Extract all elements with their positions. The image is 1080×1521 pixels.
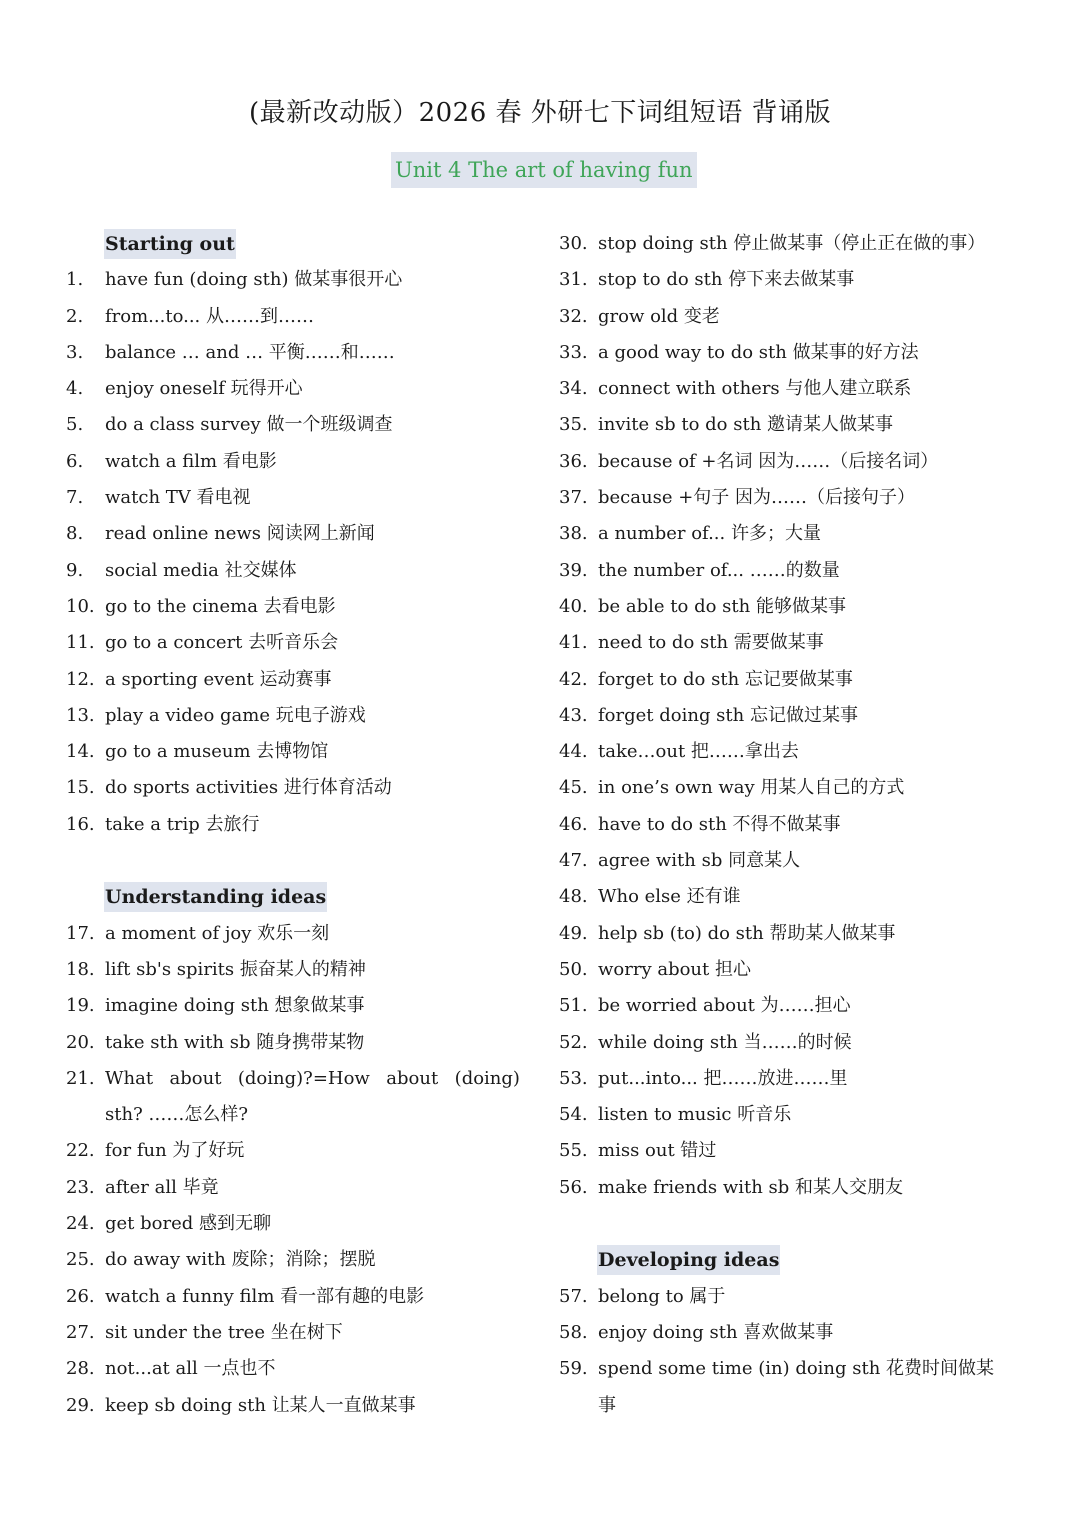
item-text: stop doing sth 停止做某事（停止正在做的事） xyxy=(598,233,986,254)
phrase-item xyxy=(60,1279,530,1315)
item-text-continuation: sth? ……怎么样? xyxy=(105,1104,249,1126)
phrase-item xyxy=(60,916,530,952)
item-number: 2. xyxy=(66,305,84,327)
item-text: for fun 为了好玩 xyxy=(105,1140,245,1162)
item-text: take a trip 去旅行 xyxy=(105,813,260,835)
phrase-item xyxy=(553,625,1023,661)
item-number: 20. xyxy=(66,1031,95,1053)
item-text xyxy=(105,1061,520,1097)
phrase-item xyxy=(553,734,1023,770)
phrase-item xyxy=(60,516,530,552)
phrase-item xyxy=(60,335,530,371)
item-number: 30. xyxy=(559,233,588,254)
phrase-item xyxy=(553,879,1023,915)
item-text: help sb (to) do sth 帮助某人做某事 xyxy=(598,922,896,944)
item-number: 31. xyxy=(559,269,588,291)
item-number: 55. xyxy=(559,1140,588,1162)
item-number: 58. xyxy=(559,1321,588,1343)
phrase-item xyxy=(60,662,530,698)
item-word: What xyxy=(105,1067,154,1089)
item-number: 43. xyxy=(559,704,588,726)
phrase-item xyxy=(553,480,1023,516)
item-text: a good way to do sth 做某事的好方法 xyxy=(598,341,919,363)
item-number: 44. xyxy=(559,741,588,763)
item-text: connect with others 与他人建立联系 xyxy=(598,378,912,400)
item-text-continuation: 事 xyxy=(598,1394,616,1416)
phrase-item xyxy=(553,916,1023,952)
item-text: agree with sb 同意某人 xyxy=(598,850,801,872)
phrase-item xyxy=(553,335,1023,371)
spacer xyxy=(553,1206,1023,1242)
item-text: listen to music 听音乐 xyxy=(598,1104,792,1126)
item-word: (doing)?=How xyxy=(237,1067,370,1089)
item-number: 57. xyxy=(559,1285,588,1307)
phrase-item xyxy=(553,662,1023,698)
phrase-item xyxy=(60,1206,530,1242)
phrase-item xyxy=(60,1170,530,1206)
item-text: forget doing sth 忘记做过某事 xyxy=(598,704,858,726)
item-number: 41. xyxy=(559,632,588,654)
phrase-item xyxy=(60,1388,530,1424)
item-text: from...to... 从……到…… xyxy=(105,305,314,327)
item-number: 15. xyxy=(66,777,95,799)
item-number: 42. xyxy=(559,668,588,690)
item-text: because of +名词 因为……（后接名词） xyxy=(598,450,939,472)
item-number: 3. xyxy=(66,341,84,363)
item-text: miss out 错过 xyxy=(598,1140,717,1162)
item-text: lift sb's spirits 振奋某人的精神 xyxy=(105,958,366,980)
section-heading-row xyxy=(60,879,530,915)
section-heading: Understanding ideas xyxy=(104,882,327,912)
phrase-item xyxy=(60,1061,530,1097)
item-number: 53. xyxy=(559,1067,588,1089)
item-number: 38. xyxy=(559,523,588,545)
item-text: enjoy oneself 玩得开心 xyxy=(105,378,303,400)
phrase-item-continuation xyxy=(60,1097,530,1133)
item-number: 1. xyxy=(66,269,84,291)
phrase-item xyxy=(553,1061,1023,1097)
right-column xyxy=(553,226,1023,1424)
item-text: take sth with sb 随身携带某物 xyxy=(105,1031,365,1053)
phrase-item xyxy=(60,589,530,625)
phrase-item xyxy=(60,1133,530,1169)
item-number: 4. xyxy=(66,378,84,400)
item-number: 50. xyxy=(559,958,588,980)
item-number: 54. xyxy=(559,1104,588,1126)
phrase-item xyxy=(553,407,1023,443)
item-text: do a class survey 做一个班级调查 xyxy=(105,414,393,436)
item-text: sit under the tree 坐在树下 xyxy=(105,1321,343,1343)
item-text: do away with 废除；消除；摆脱 xyxy=(105,1249,376,1271)
item-number: 35. xyxy=(559,414,588,436)
item-number: 51. xyxy=(559,995,588,1017)
item-text: watch TV 看电视 xyxy=(105,487,251,509)
section-heading-row xyxy=(553,1242,1023,1278)
item-text: imagine doing sth 想象做某事 xyxy=(105,995,365,1017)
phrase-item xyxy=(553,1025,1023,1061)
phrase-item xyxy=(553,444,1023,480)
phrase-item xyxy=(60,625,530,661)
phrase-item xyxy=(553,1097,1023,1133)
phrase-item xyxy=(553,807,1023,843)
phrase-item xyxy=(60,1315,530,1351)
item-word: about xyxy=(169,1067,222,1089)
item-text: keep sb doing sth 让某人一直做某事 xyxy=(105,1394,416,1416)
item-text: grow old 变老 xyxy=(598,305,720,327)
phrase-item xyxy=(553,516,1023,552)
phrase-item xyxy=(60,262,530,298)
item-text: belong to 属于 xyxy=(598,1285,726,1307)
section-heading-row xyxy=(60,226,530,262)
phrase-item xyxy=(60,698,530,734)
item-text: be worried about 为……担心 xyxy=(598,995,851,1017)
item-text: have to do sth 不得不做某事 xyxy=(598,813,841,835)
item-text: while doing sth 当……的时候 xyxy=(598,1031,852,1053)
item-number: 56. xyxy=(559,1176,588,1198)
item-number: 8. xyxy=(66,523,84,545)
item-text: enjoy doing sth 喜欢做某事 xyxy=(598,1321,834,1343)
phrase-item xyxy=(60,1351,530,1387)
item-number: 45. xyxy=(559,777,588,799)
phrase-item xyxy=(553,988,1023,1024)
item-text: not...at all 一点也不 xyxy=(105,1358,276,1380)
phrase-item xyxy=(553,952,1023,988)
item-number: 6. xyxy=(66,450,84,472)
item-text: a moment of joy 欢乐一刻 xyxy=(105,922,330,944)
item-number: 22. xyxy=(66,1140,95,1162)
phrase-item xyxy=(60,770,530,806)
item-number: 47. xyxy=(559,850,588,872)
phrase-item xyxy=(60,299,530,335)
item-text: in one’s own way 用某人自己的方式 xyxy=(598,777,905,799)
item-text: have fun (doing sth) 做某事很开心 xyxy=(105,269,403,291)
item-number: 17. xyxy=(66,922,95,944)
phrase-item xyxy=(553,698,1023,734)
phrase-item xyxy=(60,1025,530,1061)
item-number: 46. xyxy=(559,813,588,835)
item-text: Who else 还有谁 xyxy=(598,886,741,908)
item-text: get bored 感到无聊 xyxy=(105,1213,271,1235)
item-text: take…out 把……拿出去 xyxy=(598,741,799,763)
phrase-item xyxy=(60,444,530,480)
item-number: 19. xyxy=(66,995,95,1017)
phrase-item xyxy=(60,988,530,1024)
item-number: 29. xyxy=(66,1394,95,1416)
item-text: watch a film 看电影 xyxy=(105,450,277,472)
phrase-item xyxy=(553,843,1023,879)
item-number: 13. xyxy=(66,704,95,726)
page-title: (最新改动版）2026 春 外研七下词组短语 背诵版 xyxy=(248,98,832,128)
item-number: 34. xyxy=(559,378,588,400)
item-number: 27. xyxy=(66,1321,95,1343)
item-word: about xyxy=(386,1067,439,1089)
item-text: stop to do sth 停下来去做某事 xyxy=(598,269,855,291)
item-text: a number of... 许多；大量 xyxy=(598,523,821,545)
phrase-item xyxy=(60,407,530,443)
phrase-item xyxy=(553,1279,1023,1315)
item-text: forget to do sth 忘记要做某事 xyxy=(598,668,853,690)
item-text: social media 社交媒体 xyxy=(105,559,297,581)
item-number: 7. xyxy=(66,487,84,509)
item-text: spend some time (in) doing sth 花费时间做某 xyxy=(598,1358,995,1380)
left-column xyxy=(60,226,530,1424)
item-word: (doing) xyxy=(454,1067,520,1089)
item-number: 59. xyxy=(559,1358,588,1380)
item-text: a sporting event 运动赛事 xyxy=(105,668,332,690)
item-number: 36. xyxy=(559,450,588,472)
item-text: go to a concert 去听音乐会 xyxy=(105,632,339,654)
phrase-item xyxy=(553,1133,1023,1169)
item-text: put...into... 把……放进……里 xyxy=(598,1067,848,1089)
phrase-item xyxy=(553,371,1023,407)
item-text: because +句子 因为……（后接句子） xyxy=(598,487,915,509)
item-number: 49. xyxy=(559,922,588,944)
section-heading: Developing ideas xyxy=(597,1245,780,1275)
item-text: do sports activities 进行体育活动 xyxy=(105,777,392,799)
phrase-item-continuation xyxy=(553,1388,1023,1424)
item-number: 33. xyxy=(559,341,588,363)
item-text: invite sb to do sth 邀请某人做某事 xyxy=(598,414,894,436)
item-text: make friends with sb 和某人交朋友 xyxy=(598,1176,904,1198)
unit-title: Unit 4 The art of having fun xyxy=(391,152,697,188)
item-text: need to do sth 需要做某事 xyxy=(598,632,824,654)
phrase-item xyxy=(553,299,1023,335)
phrase-item xyxy=(553,770,1023,806)
section-heading: Starting out xyxy=(104,229,236,259)
item-number: 40. xyxy=(559,595,588,617)
item-text: balance … and … 平衡……和…… xyxy=(105,341,395,363)
phrase-item xyxy=(553,1170,1023,1206)
item-text: play a video game 玩电子游戏 xyxy=(105,704,366,726)
item-number: 24. xyxy=(66,1213,95,1235)
item-number: 37. xyxy=(559,487,588,509)
item-number: 10. xyxy=(66,595,95,617)
phrase-item xyxy=(60,480,530,516)
phrase-item xyxy=(553,262,1023,298)
phrase-item xyxy=(553,1315,1023,1351)
spacer xyxy=(60,843,530,879)
phrase-item xyxy=(553,1351,1023,1387)
phrase-item xyxy=(553,226,1023,262)
item-number: 5. xyxy=(66,414,84,436)
phrase-item xyxy=(60,371,530,407)
item-text: after all 毕竟 xyxy=(105,1176,219,1198)
item-number: 39. xyxy=(559,559,588,581)
item-number: 12. xyxy=(66,668,95,690)
item-number: 14. xyxy=(66,741,95,763)
item-text: read online news 阅读网上新闻 xyxy=(105,523,375,545)
item-number: 52. xyxy=(559,1031,588,1053)
item-number: 28. xyxy=(66,1358,95,1380)
item-number: 9. xyxy=(66,559,84,581)
phrase-item xyxy=(60,734,530,770)
phrase-item xyxy=(553,589,1023,625)
item-number: 25. xyxy=(66,1249,95,1271)
item-number: 11. xyxy=(66,632,95,654)
phrase-item xyxy=(60,952,530,988)
item-number: 48. xyxy=(559,886,588,908)
item-number: 32. xyxy=(559,305,588,327)
item-number: 21. xyxy=(66,1067,95,1089)
item-text: watch a funny film 看一部有趣的电影 xyxy=(105,1285,425,1307)
item-number: 18. xyxy=(66,958,95,980)
item-number: 16. xyxy=(66,813,95,835)
phrase-item xyxy=(60,553,530,589)
item-number: 26. xyxy=(66,1285,95,1307)
item-text: the number of... ……的数量 xyxy=(598,559,840,581)
item-text: go to a museum 去博物馆 xyxy=(105,741,329,763)
phrase-item xyxy=(553,553,1023,589)
item-text: go to the cinema 去看电影 xyxy=(105,595,336,617)
item-number: 23. xyxy=(66,1176,95,1198)
item-text: worry about 担心 xyxy=(598,958,751,980)
item-text: be able to do sth 能够做某事 xyxy=(598,595,846,617)
phrase-item xyxy=(60,807,530,843)
phrase-item xyxy=(60,1242,530,1278)
